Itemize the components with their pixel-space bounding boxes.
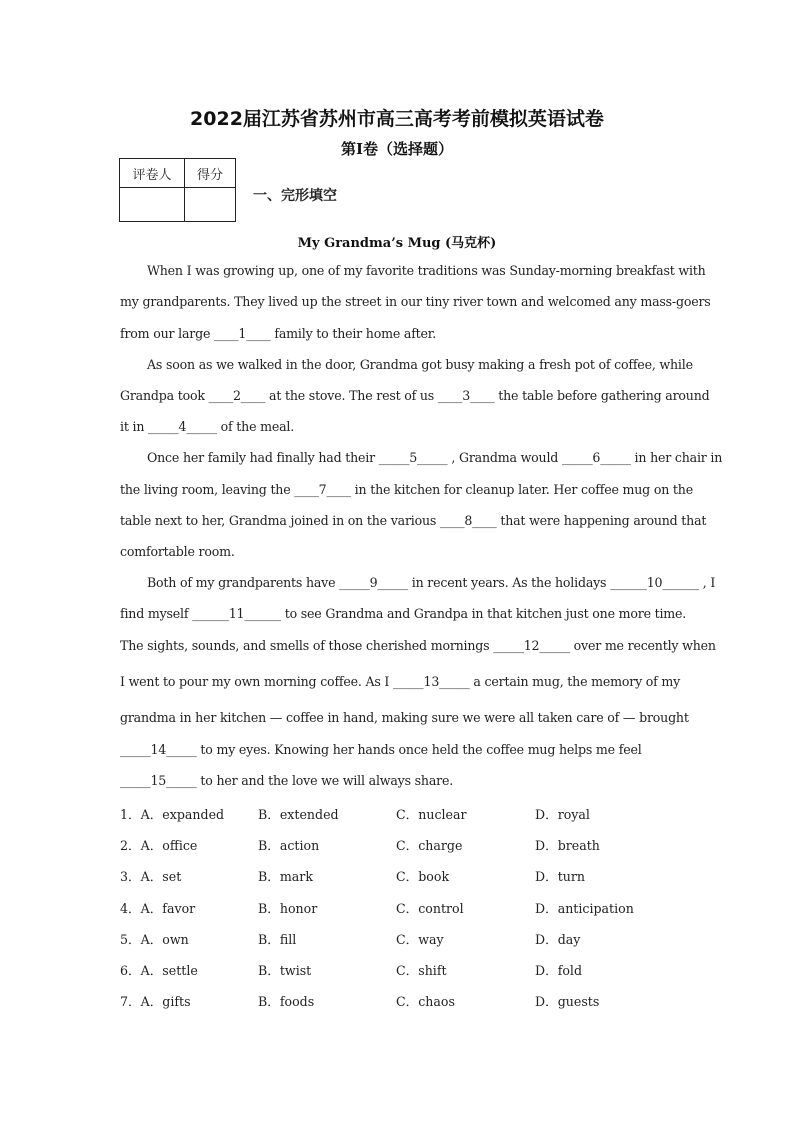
blank: ____3____ bbox=[437, 388, 495, 403]
passage-line: I went to pour my own morning coffee. As I _____13_____ a certain mug, the memory of my bbox=[120, 674, 681, 689]
option-a: 5．A．own bbox=[120, 932, 189, 947]
option-row bbox=[120, 835, 680, 853]
option-b: B．mark bbox=[258, 869, 313, 884]
blank: _____15_____ bbox=[120, 773, 197, 788]
grader-header: 评卷人 bbox=[120, 159, 185, 188]
passage-line: As soon as we walked in the door, Grandma got busy making a fresh pot of coffee, while bbox=[147, 357, 693, 372]
blank: _____6_____ bbox=[561, 450, 631, 465]
option-d: D．royal bbox=[535, 807, 590, 822]
option-a: 3．A．set bbox=[120, 869, 182, 884]
option-c: C．control bbox=[396, 901, 464, 916]
grader-cell bbox=[120, 188, 185, 222]
score-cell bbox=[185, 188, 236, 222]
section-title: 一、完形填空 bbox=[253, 188, 337, 204]
option-a: 2．A．office bbox=[120, 838, 198, 853]
option-b: B．extended bbox=[258, 807, 339, 822]
option-c: C．chaos bbox=[396, 994, 455, 1009]
passage-line: When I was growing up, one of my favorite traditions was Sunday-morning breakfast with bbox=[147, 263, 706, 278]
blank: ____1____ bbox=[214, 326, 271, 341]
blank: ____2____ bbox=[208, 388, 266, 403]
passage-line: The sights, sounds, and smells of those cherished mornings _____12_____ over me recently when bbox=[120, 638, 716, 653]
blank: _____4_____ bbox=[148, 419, 217, 434]
option-row bbox=[120, 804, 680, 822]
option-c: C．nuclear bbox=[396, 807, 467, 822]
option-row bbox=[120, 960, 680, 978]
blank: _____5_____ bbox=[378, 450, 448, 465]
blank: ______10______ bbox=[610, 575, 699, 590]
passage-line: Grandpa took ____2____ at the stove. The rest of us ____3____ the table before gathering around bbox=[120, 388, 710, 403]
passage-line: from our large ____1____ family to their home after. bbox=[120, 326, 437, 341]
option-d: D．day bbox=[535, 932, 581, 947]
passage-line: comfortable room. bbox=[120, 544, 235, 559]
blank: _____14_____ bbox=[120, 742, 197, 757]
option-c: C．book bbox=[396, 869, 450, 884]
option-c: C．charge bbox=[396, 838, 463, 853]
option-b: B．fill bbox=[258, 932, 297, 947]
score-header: 得分 bbox=[185, 159, 236, 188]
option-a: 7．A．gifts bbox=[120, 994, 191, 1009]
option-c: C．shift bbox=[396, 963, 447, 978]
option-b: B．honor bbox=[258, 901, 318, 916]
exam-title: 2022届江苏省苏州市高三高考考前模拟英语试卷 bbox=[190, 108, 604, 130]
option-b: B．twist bbox=[258, 963, 312, 978]
option-a: 4．A．favor bbox=[120, 901, 196, 916]
blank: ____8____ bbox=[439, 513, 497, 528]
option-d: D．breath bbox=[535, 838, 600, 853]
passage-line: my grandparents. They lived up the street in our tiny river town and welcomed any mass-goers bbox=[120, 294, 711, 309]
option-d: D．anticipation bbox=[535, 901, 634, 916]
option-d: D．guests bbox=[535, 994, 600, 1009]
blank: ______11______ bbox=[192, 606, 281, 621]
option-a: 6．A．settle bbox=[120, 963, 198, 978]
option-a: 1．A．expanded bbox=[120, 807, 225, 822]
passage-line: Both of my grandparents have _____9_____ in recent years. As the holidays ______10______ , I bbox=[147, 575, 716, 590]
blank: _____12_____ bbox=[493, 638, 570, 653]
passage-line: _____15_____ to her and the love we will always share. bbox=[120, 773, 454, 788]
passage-line: it in _____4_____ of the meal. bbox=[120, 419, 295, 434]
blank: _____13_____ bbox=[393, 674, 470, 689]
option-c: C．way bbox=[396, 932, 444, 947]
score-table bbox=[119, 158, 236, 222]
passage-line: table next to her, Grandma joined in on the various ____8____ that were happening around that bbox=[120, 513, 707, 528]
option-d: D．turn bbox=[535, 869, 585, 884]
option-row bbox=[120, 866, 680, 884]
option-b: B．action bbox=[258, 838, 320, 853]
passage-title: My Grandma’s Mug (马克杯) bbox=[297, 236, 497, 251]
passage-line: _____14_____ to my eyes. Knowing her hands once held the coffee mug helps me feel bbox=[120, 742, 642, 757]
option-row bbox=[120, 929, 680, 947]
blank: ____7____ bbox=[294, 482, 351, 497]
blank: _____9_____ bbox=[339, 575, 408, 590]
passage-line: the living room, leaving the ____7____ in the kitchen for cleanup later. Her coffee mug on the bbox=[120, 482, 693, 497]
passage-line: find myself ______11______ to see Grandma and Grandpa in that kitchen just one more time. bbox=[120, 606, 687, 621]
option-row bbox=[120, 898, 680, 916]
passage-line: Once her family had finally had their _____5_____ , Grandma would _____6_____ in her chair in bbox=[147, 450, 723, 465]
option-row bbox=[120, 991, 680, 1009]
passage-line: grandma in her kitchen — coffee in hand, making sure we were all taken care of — brought bbox=[120, 710, 689, 725]
option-d: D．fold bbox=[535, 963, 583, 978]
option-b: B．foods bbox=[258, 994, 315, 1009]
part-title: 第I卷（选择题） bbox=[340, 140, 454, 158]
